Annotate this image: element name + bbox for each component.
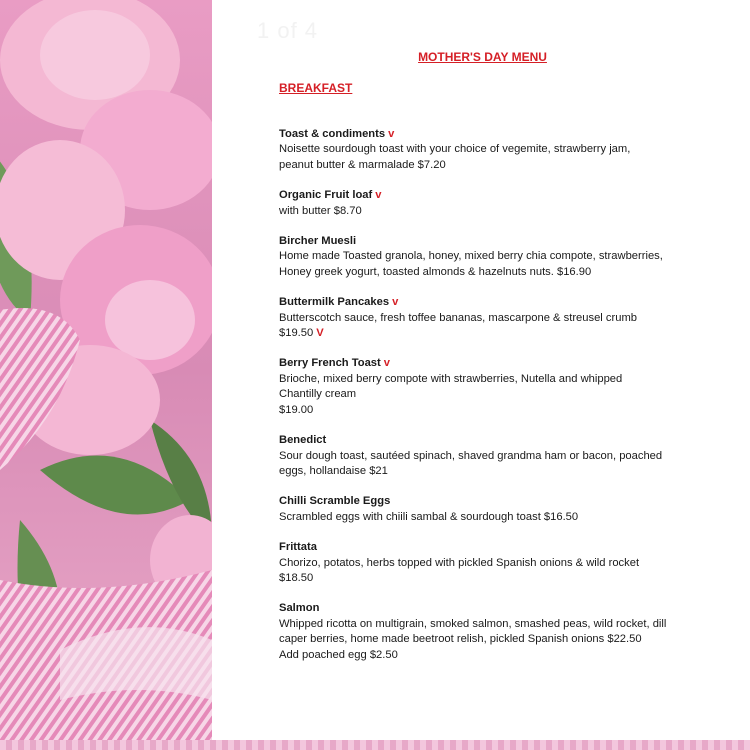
item-description: caper berries, home made beetroot relish, pickled Spanish onions $22.50 xyxy=(279,633,642,646)
item-name: Chilli Scramble Eggs xyxy=(279,495,391,508)
vegetarian-mark: v xyxy=(388,128,395,140)
item-description: Brioche, mixed berry compote with strawberries, Nutella and whipped xyxy=(279,372,623,385)
item-addon: Add poached egg $2.50 xyxy=(279,648,398,661)
menu-item xyxy=(279,295,719,341)
item-name: Frittata xyxy=(279,541,317,554)
menu-item xyxy=(279,494,719,525)
item-description: eggs, hollandaise $21 xyxy=(279,464,388,477)
section-title-breakfast: BREAKFAST xyxy=(279,81,353,95)
item-description: Scrambled eggs with chiili sambal & sourdough toast $16.50 xyxy=(279,510,579,523)
item-description: Chantilly cream xyxy=(279,388,357,401)
item-name: Buttermilk Pancakes xyxy=(279,296,390,309)
menu-item xyxy=(279,601,719,663)
menu-items xyxy=(279,127,719,678)
vegetarian-mark: V xyxy=(316,327,324,340)
vegetarian-mark: v xyxy=(375,189,382,202)
pink-roses-photo xyxy=(0,0,212,740)
item-description: with butter $8.70 xyxy=(279,204,362,217)
menu-item xyxy=(279,234,719,280)
vegetarian-mark: v xyxy=(383,357,390,370)
item-name: Toast & condiments xyxy=(279,128,386,140)
menu-item xyxy=(279,188,719,219)
item-description: Butterscotch sauce, fresh toffee bananas, mascarpone & streusel crumb xyxy=(279,311,637,324)
menu-item xyxy=(279,127,719,173)
item-price: $19.50 xyxy=(279,327,314,340)
item-description: Chorizo, potatos, herbs topped with pickled Spanish onions & wild rocket xyxy=(279,556,640,569)
item-name: Benedict xyxy=(279,434,327,447)
item-price: $18.50 xyxy=(279,571,314,584)
vegetarian-mark: v xyxy=(392,296,399,309)
item-name: Organic Fruit loaf xyxy=(279,189,373,202)
item-description: Whipped ricotta on multigrain, smoked salmon, smashed peas, wild rocket, dill xyxy=(279,617,667,630)
menu-title: MOTHER'S DAY MENU xyxy=(418,50,547,64)
ribbon-strip xyxy=(0,740,750,750)
item-name: Bircher Muesli xyxy=(279,235,357,248)
menu-item xyxy=(279,540,719,586)
item-name: Berry French Toast xyxy=(279,357,381,370)
item-description: Sour dough toast, sautéed spinach, shaved grandma ham or bacon, poached xyxy=(279,449,663,462)
item-description: Honey greek yogurt, toasted almonds & hazelnuts nuts. $16.90 xyxy=(279,265,592,278)
menu-page xyxy=(215,0,750,740)
roses-illustration xyxy=(0,0,212,740)
menu-item xyxy=(279,433,719,479)
item-description: Home made Toasted granola, honey, mixed berry chia compote, strawberries, xyxy=(279,250,663,263)
item-description: peanut butter & marmalade $7.20 xyxy=(279,158,446,171)
page-indicator: 1 of 4 xyxy=(257,18,319,43)
item-price: $19.00 xyxy=(279,403,314,416)
item-description: Noisette sourdough toast with your choice of vegemite, strawberry jam, xyxy=(279,143,631,156)
menu-item xyxy=(279,356,719,418)
item-name: Salmon xyxy=(279,602,320,615)
